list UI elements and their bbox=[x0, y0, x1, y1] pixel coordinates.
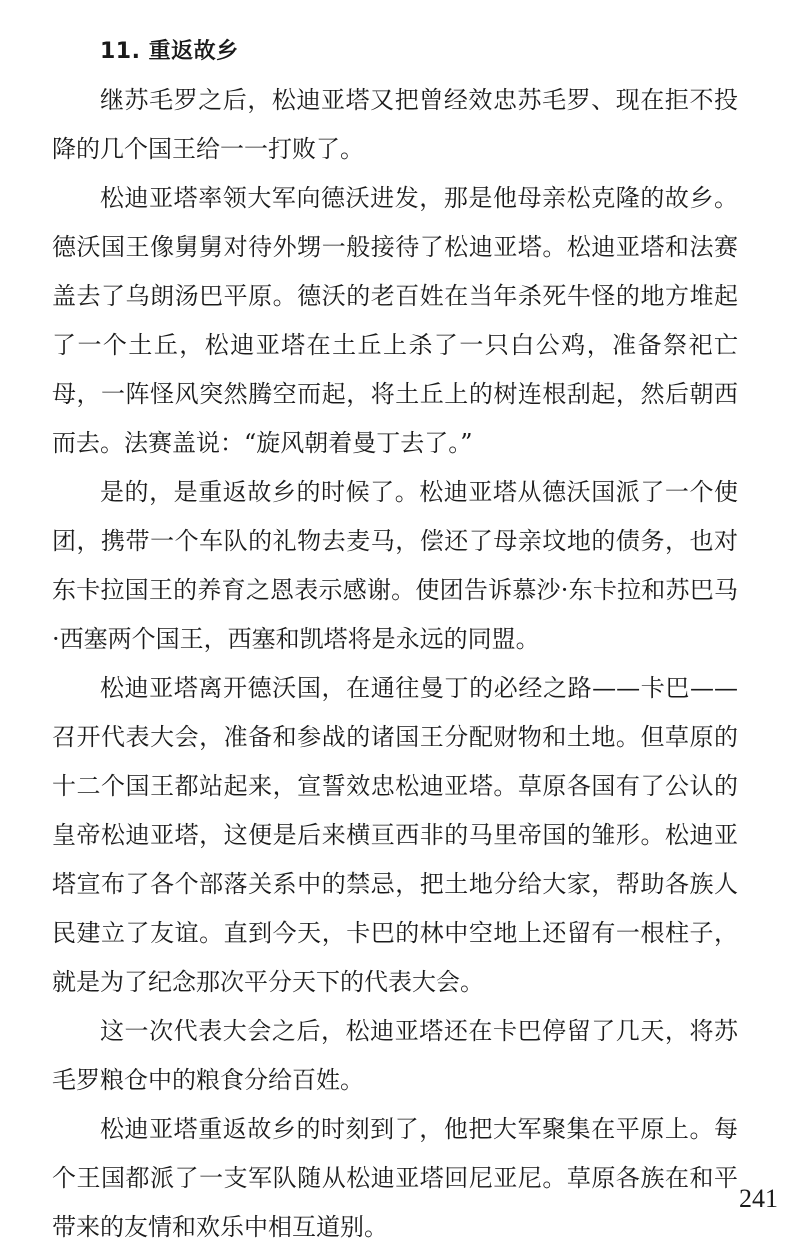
paragraph: 松迪亚塔重返故乡的时刻到了，他把大军聚集在平原上。每个王国都派了一支军队随从松迪亚塔回尼亚尼。草原各族在和平带来的友情和欢乐中相互道别。 bbox=[52, 1115, 738, 1241]
section-title: 11. 重返故乡 bbox=[100, 39, 239, 64]
paragraph: 松迪亚塔率领大军向德沃进发，那是他母亲松克隆的故乡。德沃国王像舅舅对待外甥一般接待了松迪亚塔。松迪亚塔和法赛盖去了乌朗汤巴平原。德沃的老百姓在当年杀死牛怪的地方堆起了一个土丘，松迪亚塔在土丘上杀了一只白公鸡，准备祭祀亡母，一阵怪风突然腾空而起，将土丘上的树连根刮起，然后朝西而去。法赛盖说：“旋风朝着曼丁去了。” bbox=[52, 184, 738, 457]
book-page bbox=[52, 28, 738, 1252]
page-number: 241 bbox=[739, 1184, 778, 1213]
paragraph: 松迪亚塔离开德沃国，在通往曼丁的必经之路——卡巴——召开代表大会，准备和参战的诸国王分配财物和土地。但草原的十二个国王都站起来，宣誓效忠松迪亚塔。草原各国有了公认的皇帝松迪亚塔，这便是后来横亘西非的马里帝国的雏形。松迪亚塔宣布了各个部落关系中的禁忌，把土地分给大家，帮助各族人民建立了友谊。直到今天，卡巴的林中空地上还留有一根柱子，就是为了纪念那次平分天下的代表大会。 bbox=[52, 674, 738, 996]
paragraph: 继苏毛罗之后，松迪亚塔又把曾经效忠苏毛罗、现在拒不投降的几个国王给一一打败了。 bbox=[52, 86, 738, 163]
paragraph: 是的，是重返故乡的时候了。松迪亚塔从德沃国派了一个使团，携带一个车队的礼物去麦马，偿还了母亲坟地的债务，也对东卡拉国王的养育之恩表示感谢。使团告诉慕沙·东卡拉和苏巴马·西塞两个国王，西塞和凯塔将是永远的同盟。 bbox=[52, 478, 738, 653]
body-text bbox=[52, 76, 738, 1252]
paragraph: 这一次代表大会之后，松迪亚塔还在卡巴停留了几天，将苏毛罗粮仓中的粮食分给百姓。 bbox=[52, 1017, 738, 1094]
